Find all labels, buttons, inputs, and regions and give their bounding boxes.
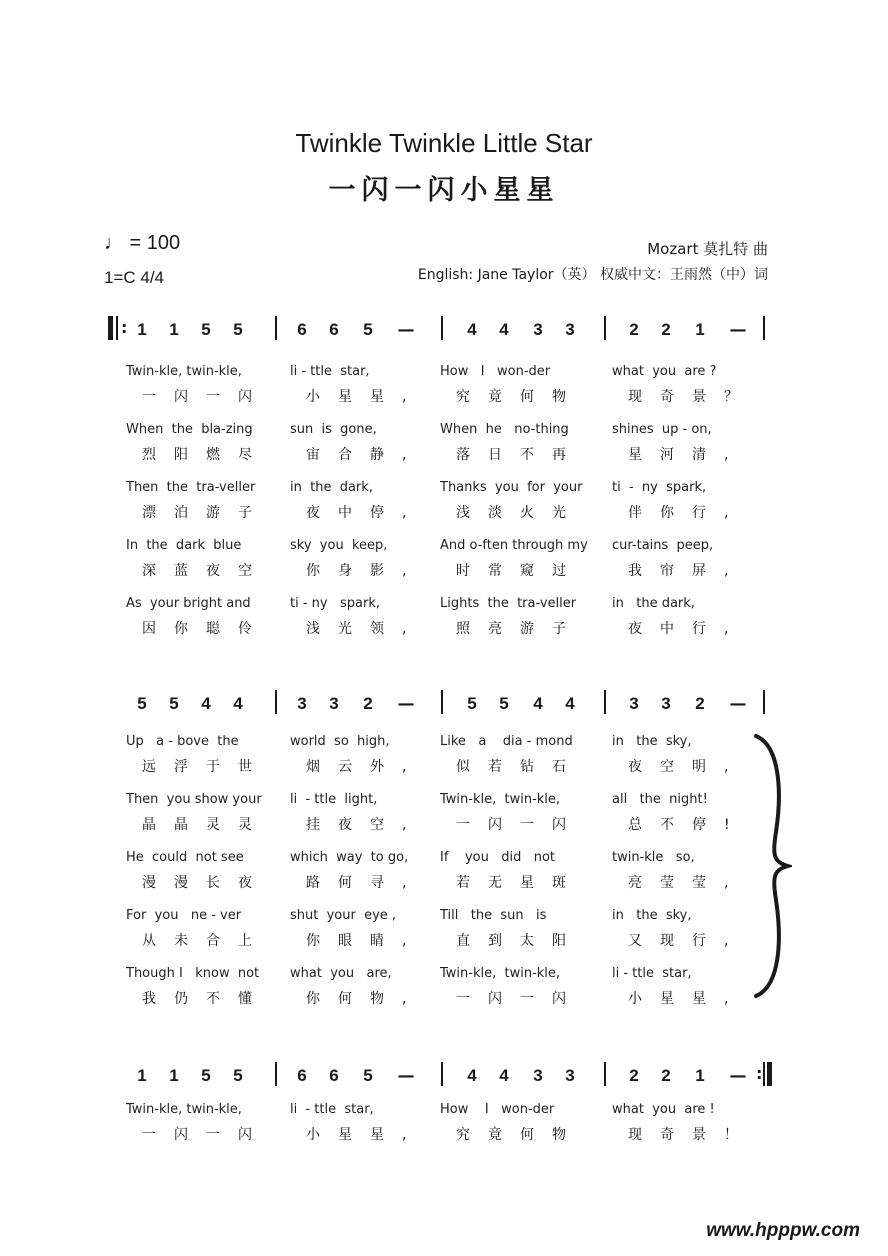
lyric-chinese: 时常窥过 [456,563,584,579]
lyric-chinese: 似若钻石 [456,759,584,775]
note-numeral: 4 [201,694,211,713]
lyric-english: Till the sun is [440,908,547,923]
lyric-english: Twin-kle, twin-kle, [440,792,561,807]
lyric-chinese: 小星星, [306,1127,425,1143]
website-watermark: www.hpppw.com [706,1220,860,1241]
lyric-english: sky you keep, [290,538,388,553]
lyric-english: Lights the tra-veller [440,596,577,611]
lyric-chinese: 浅光领, [306,621,425,637]
lyricist-credit: English: Jane Taylor（英） 权威中文：王雨然（中）词 [417,267,768,283]
lyric-english: When the bla-zing [126,422,253,437]
bar-line [275,316,277,340]
note-numeral: 2 [363,694,373,713]
lyric-chinese: 小星星, [306,389,425,405]
lyric-english: If you did not [440,850,556,865]
note-numeral: 1 [137,320,147,339]
title-chinese: 一闪一闪小星星 [328,175,560,206]
note-numeral: 1 [137,1066,147,1085]
lyric-english: in the dark, [290,480,373,495]
lyric-chinese: 究竟何物 [456,389,584,405]
sustain-dash: — [397,694,415,714]
lyric-chinese: 又现行, [628,933,747,949]
notation-system2 [0,688,888,728]
repeat-dots: : [756,1064,763,1083]
note-numeral: 3 [565,320,575,339]
note-numeral: 6 [329,320,339,339]
lyric-english: li - ttle star, [290,364,370,379]
lyric-chinese: 落日不再 [456,447,584,463]
note-numeral: 5 [233,320,243,339]
note-numeral: 5 [499,694,509,713]
note-numeral: 4 [233,694,243,713]
lyric-english: In the dark blue [126,538,242,553]
note-numeral: 6 [329,1066,339,1085]
note-numeral: 4 [467,1066,477,1085]
note-numeral: 2 [661,320,671,339]
bar-line [441,316,443,340]
lyric-chinese: 你眼睛, [306,933,425,949]
lyric-english: all the night! [612,792,708,807]
note-numeral: 5 [201,320,211,339]
note-numeral: 5 [169,694,179,713]
lyric-chinese: 现奇景！ [628,1127,756,1143]
sustain-dash: — [729,320,747,340]
lyric-english: what you are, [290,966,392,981]
note-numeral: 5 [201,1066,211,1085]
bar-line [763,690,765,714]
lyric-chinese: 夜中行, [628,621,747,637]
lyric-english: in the sky, [612,908,692,923]
lyric-chinese: 夜空明, [628,759,747,775]
lyric-english: shut your eye , [290,908,397,923]
lyric-chinese: 烟云外, [306,759,425,775]
lyric-chinese: 挂夜空, [306,817,425,833]
lyric-chinese: 夜中停, [306,505,425,521]
lyric-english: Twin-kle, twin-kle, [126,1102,242,1117]
lyric-chinese: 漫漫长夜 [142,875,270,891]
lyric-english: Twin-kle, twin-kle, [440,966,561,981]
note-numeral: 6 [297,320,307,339]
lyric-chinese: 你何物, [306,991,425,1007]
lyric-english: How I won-der [440,1102,555,1117]
sustain-dash: — [729,694,747,714]
note-numeral: 5 [363,1066,373,1085]
sustain-dash: — [729,1066,747,1086]
lyric-english: Then you show your [126,792,262,807]
lyric-english: li - ttle star, [290,1102,374,1117]
note-numeral: 2 [629,320,639,339]
note-numeral: 2 [629,1066,639,1085]
lyric-chinese: 究竟何物 [456,1127,584,1143]
repeat-end-barline [767,1062,772,1086]
lyric-english: world so high, [290,734,390,749]
composer-credit: Mozart 莫扎特 曲 [647,240,768,258]
repeat-brace [752,732,792,1000]
lyric-english: ti - ny spark, [612,480,707,495]
note-numeral: 3 [329,694,339,713]
repeat-dots: : [121,318,128,337]
lyric-chinese: 若无星斑 [456,875,584,891]
lyric-chinese: 远浮于世 [142,759,270,775]
notation-system1 [0,314,888,354]
lyric-english: shines up - on, [612,422,712,437]
lyric-english: For you ne - ver [126,908,242,923]
lyric-chinese: 我帘屏, [628,563,747,579]
note-numeral: 1 [695,320,705,339]
lyric-chinese: 烈阳燃尽 [142,447,270,463]
bar-line [441,1062,443,1086]
bar-line [116,316,118,340]
lyric-chinese: 亮莹莹, [628,875,747,891]
repeat-start-barline [108,316,113,340]
sustain-dash: — [397,320,415,340]
lyric-english: li - ttle light, [290,792,378,807]
lyric-english: Like a dia - mond [440,734,573,749]
lyric-english: Twin-kle, twin-kle, [126,364,242,379]
lyric-chinese: 现奇景？ [628,389,756,405]
note-numeral: 3 [533,320,543,339]
lyric-chinese: 从未合上 [142,933,270,949]
lyric-chinese: 晶晶灵灵 [142,817,270,833]
lyric-chinese: 一闪一闪 [142,389,270,405]
lyric-chinese: 星河清, [628,447,747,463]
lyric-chinese: 浅淡火光 [456,505,584,521]
note-numeral: 1 [169,1066,179,1085]
lyric-chinese: 一闪一闪 [456,991,584,1007]
note-numeral: 4 [499,320,509,339]
lyric-english: what you are ! [612,1102,715,1117]
lyric-chinese: 你身影, [306,563,425,579]
note-numeral: 6 [297,1066,307,1085]
note-numeral: 5 [467,694,477,713]
lyric-chinese: 一闪一闪 [142,1127,270,1143]
bar-line [275,1062,277,1086]
lyric-english: in the sky, [612,734,692,749]
lyric-chinese: 路何寻, [306,875,425,891]
note-numeral: 4 [499,1066,509,1085]
lyric-english: As your bright and [126,596,251,611]
note-numeral: 5 [363,320,373,339]
lyric-chinese: 宙合静, [306,447,425,463]
lyric-english: Then the tra-veller [126,480,256,495]
lyric-english: And o-ften through my [440,538,588,553]
lyric-english: what you are ? [612,364,717,379]
bar-line [604,690,606,714]
note-numeral: 3 [297,694,307,713]
note-numeral: 4 [565,694,575,713]
note-numeral: 1 [695,1066,705,1085]
lyric-english: Up a - bove the [126,734,239,749]
note-numeral: 5 [233,1066,243,1085]
note-numeral: 4 [467,320,477,339]
notation-system3 [0,1060,888,1100]
note-numeral: 3 [629,694,639,713]
bar-line [763,316,765,340]
lyric-chinese: 漂泊游子 [142,505,270,521]
note-numeral: 2 [661,1066,671,1085]
lyric-english: ti - ny spark, [290,596,380,611]
lyric-chinese: 直到太阳 [456,933,584,949]
lyric-english: sun is gone, [290,422,377,437]
lyric-english: How I won-der [440,364,551,379]
lyric-chinese: 一闪一闪 [456,817,584,833]
lyric-english: in the dark, [612,596,695,611]
note-numeral: 3 [565,1066,575,1085]
lyric-english: twin-kle so, [612,850,695,865]
lyric-english: When he no-thing [440,422,569,437]
lyric-chinese: 总不停! [628,817,748,833]
key-signature: 1=C 4/4 [104,268,165,287]
lyric-english: cur-tains peep, [612,538,714,553]
lyric-chinese: 因你聪伶 [142,621,270,637]
lyric-english: li - ttle star, [612,966,692,981]
lyric-english: He could not see [126,850,244,865]
bar-line [604,316,606,340]
sustain-dash: — [397,1066,415,1086]
note-numeral: 2 [695,694,705,713]
lyric-chinese: 伴你行, [628,505,747,521]
lyric-english: Though I know not [126,966,260,981]
bar-line [441,690,443,714]
note-numeral: 3 [533,1066,543,1085]
bar-line [275,690,277,714]
lyric-english: Thanks you for your [440,480,583,495]
lyric-chinese: 照亮游子 [456,621,584,637]
lyric-chinese: 深蓝夜空 [142,563,270,579]
note-numeral: 1 [169,320,179,339]
lyric-english: which way to go, [290,850,409,865]
note-numeral: 4 [533,694,543,713]
lyric-chinese: 小星星, [628,991,747,1007]
title-english: Twinkle Twinkle Little Star [295,128,593,158]
note-numeral: 3 [661,694,671,713]
note-numeral: 5 [137,694,147,713]
lyric-chinese: 我仍不懂 [142,991,270,1007]
bar-line [763,1062,765,1086]
tempo-marking: ♩ = 100 [104,232,181,254]
bar-line [604,1062,606,1086]
